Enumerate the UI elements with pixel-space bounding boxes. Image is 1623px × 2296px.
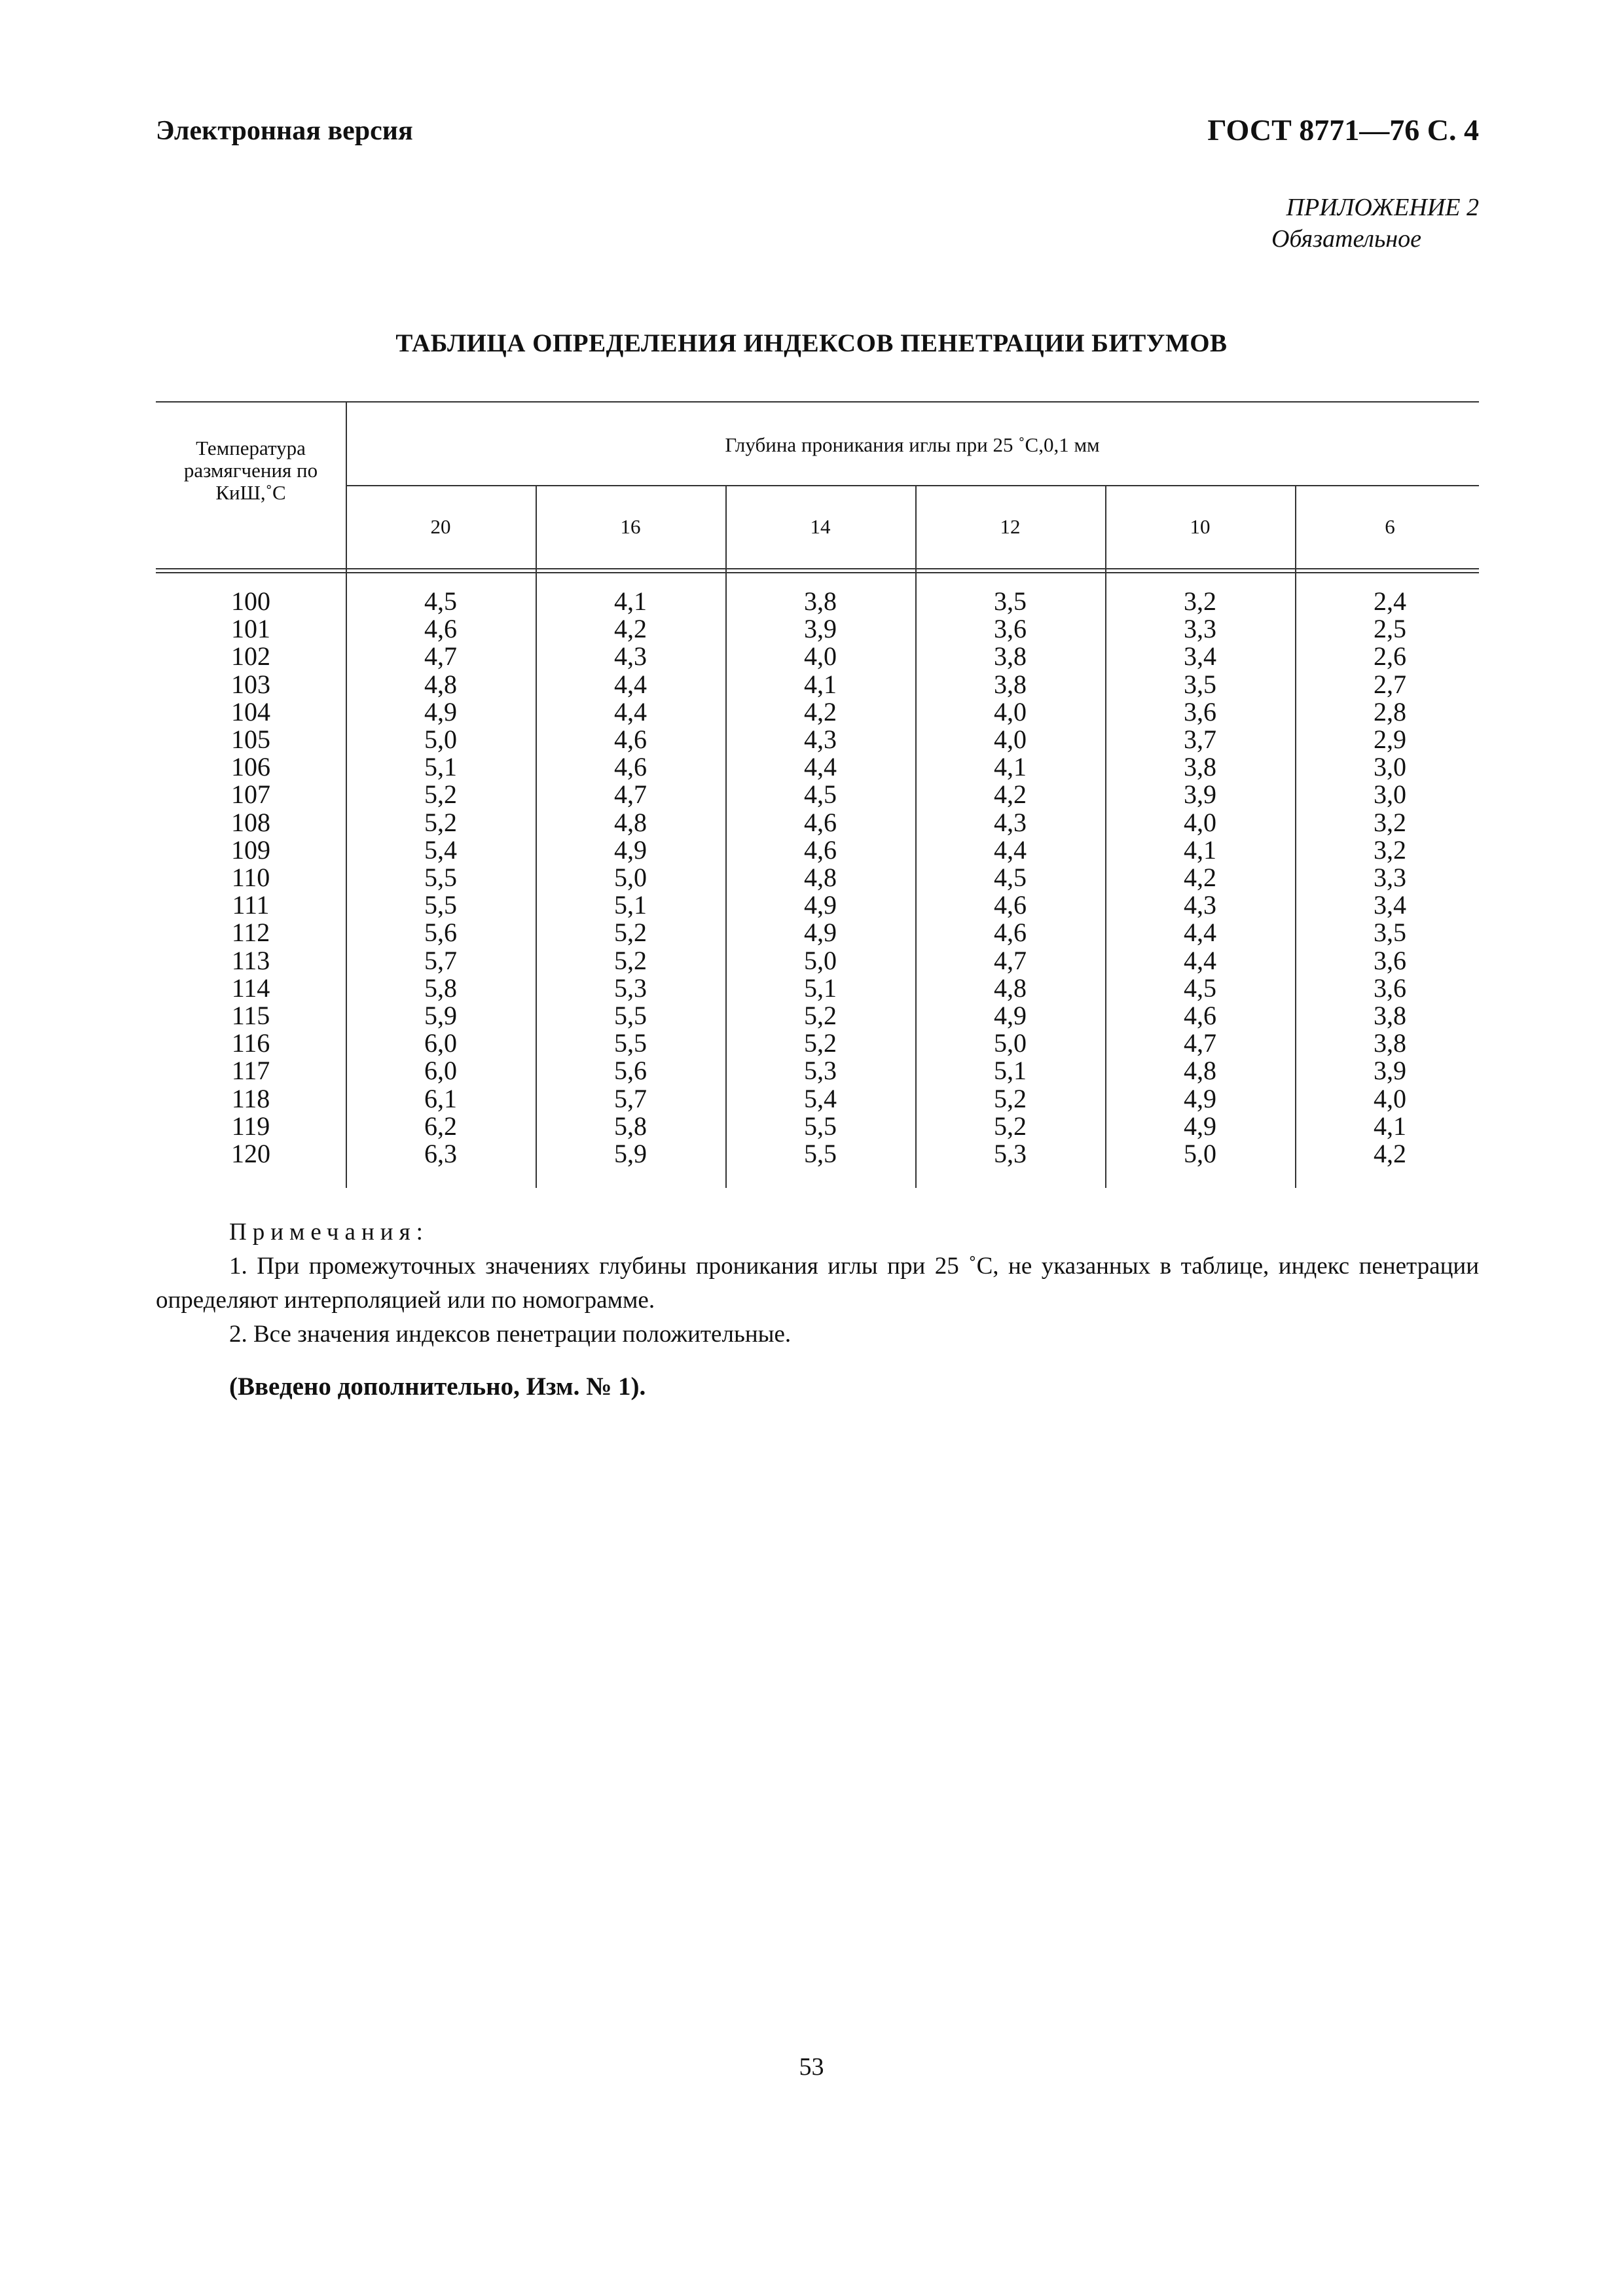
table-title: ТАБЛИЦА ОПРЕДЕЛЕНИЯ ИНДЕКСОВ ПЕНЕТРАЦИИ БИТУМОВ bbox=[395, 329, 1228, 357]
index-cell: 4,0 bbox=[994, 725, 1027, 754]
index-cell: 4,1 bbox=[1184, 834, 1216, 865]
index-cell: 5,2 bbox=[614, 945, 647, 975]
index-cell: 3,6 bbox=[1184, 696, 1216, 726]
index-cell: 4,8 bbox=[994, 973, 1027, 1003]
temperature-cell: 105 bbox=[231, 725, 270, 754]
index-cell: 3,4 bbox=[1374, 890, 1406, 920]
index-cell: 5,3 bbox=[804, 1056, 837, 1086]
index-cell: 4,9 bbox=[804, 890, 837, 920]
index-cell: 3,8 bbox=[1374, 1001, 1406, 1030]
header-left: Электронная версия bbox=[156, 116, 413, 146]
index-cell: 4,6 bbox=[614, 725, 647, 754]
note-item: 2. Все значения индексов пенетрации положительные. bbox=[229, 1321, 792, 1348]
index-cell: 4,2 bbox=[614, 614, 647, 644]
index-cell: 4,2 bbox=[1374, 1139, 1406, 1168]
temperature-cell: 107 bbox=[231, 780, 270, 810]
index-cell: 6,2 bbox=[424, 1111, 457, 1141]
index-cell: 4,4 bbox=[994, 834, 1027, 865]
index-cell: 4,7 bbox=[1184, 1028, 1216, 1058]
index-cell: 5,7 bbox=[424, 945, 457, 975]
temperature-cell: 117 bbox=[231, 1056, 270, 1086]
index-cell: 3,2 bbox=[1184, 586, 1216, 616]
index-cell: 4,6 bbox=[994, 918, 1027, 948]
temperature-cell: 113 bbox=[231, 945, 270, 975]
index-cell: 4,8 bbox=[424, 669, 457, 699]
row-header bbox=[156, 437, 346, 504]
index-cell: 3,5 bbox=[1184, 669, 1216, 699]
index-cell: 5,5 bbox=[424, 890, 457, 920]
header-bottom-rule bbox=[156, 568, 1479, 569]
index-cell: 4,3 bbox=[614, 641, 647, 672]
appendix-block bbox=[1271, 192, 1479, 255]
temperature-cell: 115 bbox=[231, 1001, 270, 1030]
index-cell: 5,0 bbox=[1184, 1139, 1216, 1168]
index-cell: 5,2 bbox=[424, 780, 457, 810]
index-cell: 3,7 bbox=[1184, 725, 1216, 754]
index-cell: 3,3 bbox=[1374, 863, 1406, 892]
index-cell: 4,2 bbox=[1184, 863, 1216, 892]
index-cell: 5,9 bbox=[424, 1001, 457, 1030]
temperature-cell: 119 bbox=[231, 1111, 270, 1141]
temperature-cell: 118 bbox=[231, 1083, 270, 1113]
appendix-status: Обязательное bbox=[1271, 225, 1421, 253]
index-cell: 3,0 bbox=[1374, 752, 1406, 782]
index-cell: 5,2 bbox=[804, 1001, 837, 1030]
page-number: 53 bbox=[799, 2053, 824, 2081]
index-cell: 4,0 bbox=[994, 696, 1027, 726]
temperature-cell: 104 bbox=[231, 696, 270, 726]
index-cell: 3,6 bbox=[1374, 945, 1406, 975]
index-cell: 3,4 bbox=[1184, 641, 1216, 672]
index-cell: 4,7 bbox=[424, 641, 457, 672]
row-header-line: КиШ,˚С bbox=[215, 481, 286, 504]
amendment-note: (Введено дополнительно, Изм. № 1). bbox=[229, 1372, 646, 1401]
index-cell: 4,0 bbox=[1184, 807, 1216, 837]
index-cell: 6,3 bbox=[424, 1139, 457, 1168]
index-cell: 4,0 bbox=[1374, 1083, 1406, 1113]
header-bottom-rule-double bbox=[156, 572, 1479, 573]
index-cell: 5,7 bbox=[614, 1083, 647, 1113]
column-header: 10 bbox=[1190, 515, 1211, 538]
index-cell: 4,3 bbox=[994, 807, 1027, 837]
index-cell: 5,5 bbox=[614, 1001, 647, 1030]
index-cell: 4,1 bbox=[804, 669, 837, 699]
index-cell: 5,6 bbox=[424, 918, 457, 948]
index-cell: 4,9 bbox=[994, 1001, 1027, 1030]
index-cell: 4,6 bbox=[1184, 1001, 1216, 1030]
index-cell: 4,3 bbox=[1184, 890, 1216, 920]
temperature-cell: 103 bbox=[231, 669, 270, 699]
index-cell: 5,1 bbox=[614, 890, 647, 920]
index-cell: 5,2 bbox=[424, 807, 457, 837]
index-cell: 4,7 bbox=[994, 945, 1027, 975]
index-cell: 5,8 bbox=[614, 1111, 647, 1141]
group-header: Глубина проникания иглы при 25 ˚С,0,1 мм bbox=[725, 433, 1100, 456]
standard-number: ГОСТ 8771—76 С. 4 bbox=[1207, 113, 1479, 147]
temperature-cell: 116 bbox=[231, 1028, 270, 1058]
column-header: 6 bbox=[1385, 515, 1395, 538]
index-cell: 2,9 bbox=[1374, 725, 1406, 754]
index-cell: 4,1 bbox=[1374, 1111, 1406, 1141]
index-cell: 6,0 bbox=[424, 1028, 457, 1058]
temperature-cell: 101 bbox=[231, 614, 270, 644]
index-cell: 5,2 bbox=[614, 918, 647, 948]
index-cell: 4,1 bbox=[994, 752, 1027, 782]
temperature-cell: 111 bbox=[232, 890, 270, 920]
temperature-cell: 110 bbox=[231, 863, 270, 892]
index-cell: 5,1 bbox=[994, 1056, 1027, 1086]
index-cell: 4,7 bbox=[614, 780, 647, 810]
index-cell: 4,6 bbox=[804, 834, 837, 865]
table-top-rule bbox=[156, 401, 1479, 403]
index-cell: 4,0 bbox=[804, 641, 837, 672]
index-cell: 5,4 bbox=[424, 834, 457, 865]
index-cell: 4,1 bbox=[614, 586, 647, 616]
index-cell: 4,9 bbox=[1184, 1083, 1216, 1113]
index-cell: 5,0 bbox=[614, 863, 647, 892]
temperature-cell: 100 bbox=[231, 586, 270, 616]
index-cell: 3,8 bbox=[1374, 1028, 1406, 1058]
index-cell: 2,4 bbox=[1374, 586, 1406, 616]
temperature-cell: 109 bbox=[231, 834, 270, 865]
temperature-cell: 112 bbox=[231, 918, 270, 948]
index-cell: 4,5 bbox=[1184, 973, 1216, 1003]
index-cell: 3,9 bbox=[804, 614, 837, 644]
notes-caption: Примечания: bbox=[229, 1219, 429, 1246]
index-cell: 4,9 bbox=[614, 834, 647, 865]
index-cell: 6,0 bbox=[424, 1056, 457, 1086]
index-cell: 5,4 bbox=[804, 1083, 837, 1113]
index-cell: 4,5 bbox=[804, 780, 837, 810]
index-cell: 3,8 bbox=[994, 669, 1027, 699]
index-cell: 5,8 bbox=[424, 973, 457, 1003]
index-cell: 5,5 bbox=[804, 1139, 837, 1168]
index-cell: 2,7 bbox=[1374, 669, 1406, 699]
temperature-cell: 102 bbox=[231, 641, 270, 672]
index-cell: 2,6 bbox=[1374, 641, 1406, 672]
index-cell: 3,5 bbox=[994, 586, 1027, 616]
index-cell: 4,6 bbox=[994, 890, 1027, 920]
index-cell: 2,8 bbox=[1374, 696, 1406, 726]
index-cell: 4,9 bbox=[804, 918, 837, 948]
index-cell: 4,8 bbox=[1184, 1056, 1216, 1086]
index-cell: 3,8 bbox=[1184, 752, 1216, 782]
index-cell: 3,8 bbox=[804, 586, 837, 616]
index-cell: 3,2 bbox=[1374, 807, 1406, 837]
index-cell: 4,4 bbox=[1184, 918, 1216, 948]
index-cell: 5,2 bbox=[804, 1028, 837, 1058]
index-cell: 4,4 bbox=[614, 696, 647, 726]
appendix-label: ПРИЛОЖЕНИЕ 2 bbox=[1286, 194, 1479, 221]
index-cell: 4,2 bbox=[994, 780, 1027, 810]
note-item: 1. При промежуточных значениях глубины проникания иглы при 25 ˚С, не указанных в таблице, индекс пенетрации определяют интерполяцией или по номограмме. bbox=[156, 1253, 1479, 1314]
group-header-rule bbox=[346, 485, 1479, 486]
temperature-cell: 114 bbox=[231, 973, 270, 1003]
index-cell: 5,0 bbox=[804, 945, 837, 975]
notes bbox=[156, 1215, 1479, 1352]
index-cell: 2,5 bbox=[1374, 614, 1406, 644]
index-cell: 3,9 bbox=[1184, 780, 1216, 810]
index-cell: 4,5 bbox=[994, 863, 1027, 892]
index-cell: 4,8 bbox=[614, 807, 647, 837]
index-cell: 5,9 bbox=[614, 1139, 647, 1168]
index-cell: 5,2 bbox=[994, 1111, 1027, 1141]
index-cell: 3,5 bbox=[1374, 918, 1406, 948]
index-cell: 4,5 bbox=[424, 586, 457, 616]
index-cell: 3,2 bbox=[1374, 834, 1406, 865]
index-cell: 3,6 bbox=[994, 614, 1027, 644]
index-cell: 4,2 bbox=[804, 696, 837, 726]
index-cell: 6,1 bbox=[424, 1083, 457, 1113]
index-cell: 5,6 bbox=[614, 1056, 647, 1086]
index-cell: 4,4 bbox=[614, 669, 647, 699]
column-header: 20 bbox=[430, 515, 451, 538]
index-cell: 3,0 bbox=[1374, 780, 1406, 810]
index-cell: 3,8 bbox=[994, 641, 1027, 672]
index-cell: 5,2 bbox=[994, 1083, 1027, 1113]
column-header: 16 bbox=[620, 515, 641, 538]
index-cell: 5,1 bbox=[424, 752, 457, 782]
index-cell: 4,4 bbox=[1184, 945, 1216, 975]
index-cell: 3,3 bbox=[1184, 614, 1216, 644]
index-cell: 5,3 bbox=[994, 1139, 1027, 1168]
index-cell: 5,3 bbox=[614, 973, 647, 1003]
row-header-line: Температура bbox=[196, 437, 306, 459]
index-cell: 4,8 bbox=[804, 863, 837, 892]
column-header: 14 bbox=[810, 515, 831, 538]
index-cell: 4,6 bbox=[424, 614, 457, 644]
index-cell: 4,6 bbox=[614, 752, 647, 782]
index-cell: 5,1 bbox=[804, 973, 837, 1003]
index-cell: 5,0 bbox=[424, 725, 457, 754]
index-cell: 4,3 bbox=[804, 725, 837, 754]
temperature-cell: 120 bbox=[231, 1139, 270, 1168]
index-cell: 4,4 bbox=[804, 752, 837, 782]
column-header: 12 bbox=[1000, 515, 1021, 538]
temperature-cell: 108 bbox=[231, 807, 270, 837]
index-cell: 4,6 bbox=[804, 807, 837, 837]
index-cell: 4,9 bbox=[424, 696, 457, 726]
row-header-line: размягчения по bbox=[183, 459, 318, 482]
penetration-index-table bbox=[156, 401, 1479, 1188]
index-cell: 3,6 bbox=[1374, 973, 1406, 1003]
temperature-cell: 106 bbox=[231, 752, 270, 782]
index-cell: 3,9 bbox=[1374, 1056, 1406, 1086]
index-cell: 5,5 bbox=[424, 863, 457, 892]
index-cell: 5,5 bbox=[804, 1111, 837, 1141]
index-cell: 5,0 bbox=[994, 1028, 1027, 1058]
index-cell: 4,9 bbox=[1184, 1111, 1216, 1141]
index-cell: 5,5 bbox=[614, 1028, 647, 1058]
